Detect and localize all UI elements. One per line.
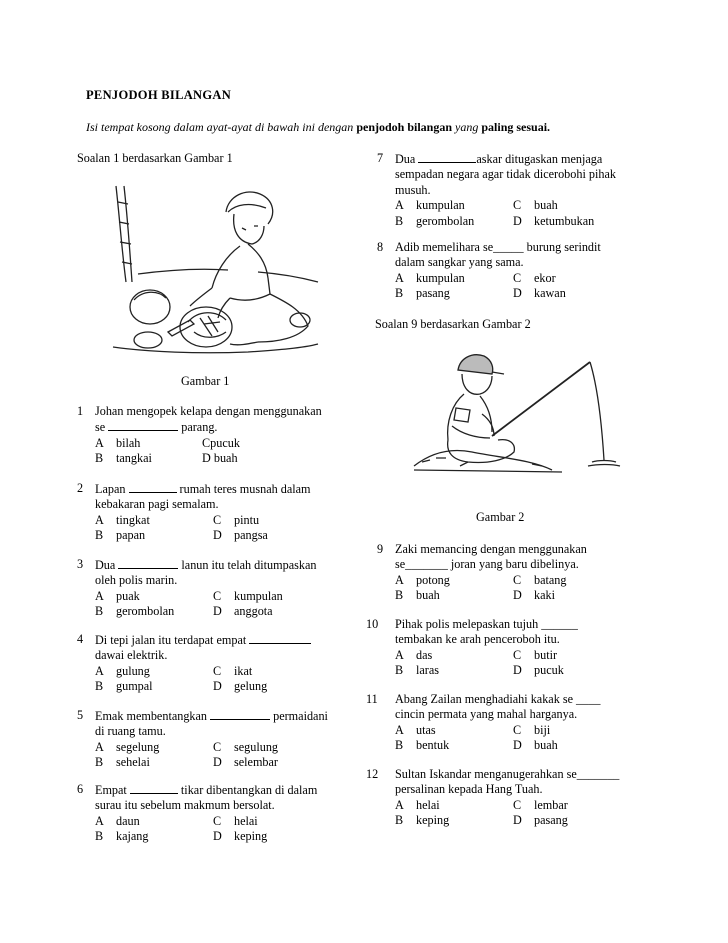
option-b: B buah (395, 588, 440, 603)
question-text: se_______ joran yang baru dibelinya. (395, 557, 579, 572)
question-text: lanun itu telah ditumpaskan (181, 558, 317, 572)
option-b: B kajang (95, 829, 149, 844)
question-text: rumah teres musnah dalam (179, 482, 311, 496)
option-d: D keping (213, 829, 268, 844)
option-a: A potong (395, 572, 450, 587)
question-number: 12 (366, 767, 379, 781)
question-text: askar ditugaskan menjaga (476, 152, 603, 166)
option-d: D kawan (513, 286, 566, 301)
question-text: parang. (181, 420, 218, 435)
instruction (86, 120, 550, 135)
question-text: Dua (395, 152, 416, 166)
option-c: C helai (213, 813, 258, 828)
option-b: B gerombolan (395, 213, 475, 228)
option-b: B pasang (395, 286, 450, 301)
option-a: A bilah (95, 435, 141, 450)
option-d: D buah (513, 738, 558, 753)
question-number: 1 (77, 404, 84, 418)
question-12 (366, 767, 663, 829)
question-5 (77, 708, 357, 770)
option-d: D gelung (213, 679, 268, 694)
answer-blank[interactable] (210, 708, 270, 720)
answer-blank[interactable] (108, 419, 178, 431)
question-text: sempadan negara agar tidak dicerobohi pihak (395, 167, 616, 182)
question-text: permaidani (273, 709, 328, 723)
question-8 (373, 240, 663, 302)
answer-blank[interactable] (118, 557, 178, 569)
option-c: Cpucuk (202, 435, 240, 450)
question-text: kebakaran pagi semalam. (95, 497, 219, 512)
question-text: dalam sangkar yang sama. (395, 255, 524, 270)
option-c: C buah (513, 198, 558, 213)
option-d: D anggota (213, 604, 273, 619)
question-text: cincin permata yang mahal harganya. (395, 707, 578, 722)
option-d: D ketumbukan (513, 213, 595, 228)
boy-opening-coconut-illustration (108, 182, 323, 362)
question-11 (366, 692, 663, 754)
option-d: D pangsa (213, 528, 268, 543)
question-text: di ruang tamu. (95, 724, 166, 739)
question-number: 6 (77, 782, 84, 796)
option-b: B gerombolan (95, 604, 175, 619)
option-a: A tingkat (95, 512, 150, 527)
question-6 (77, 782, 357, 844)
question-number: 11 (366, 692, 378, 706)
option-c: C batang (513, 572, 567, 587)
question-1 (77, 404, 357, 466)
question-number: 5 (77, 708, 84, 722)
option-a: A kumpulan (395, 270, 465, 285)
instruction-emphasis: penjodoh bilangan (356, 120, 453, 134)
option-a: A gulung (95, 663, 150, 678)
question-text: Johan mengopek kelapa dengan menggunakan (95, 404, 322, 418)
option-b: B sehelai (95, 755, 150, 770)
option-a: A daun (95, 813, 140, 828)
question-text: tembakan ke arah penceroboh itu. (395, 632, 560, 647)
page-title: PENJODOH BILANGAN (86, 88, 232, 102)
option-c: C ekor (513, 270, 556, 285)
question-number: 3 (77, 557, 84, 571)
instruction-text: Isi tempat kosong dalam ayat-ayat di bawah ini dengan (86, 120, 357, 134)
answer-blank[interactable] (130, 782, 178, 794)
option-d: D kaki (513, 588, 555, 603)
question-text: Dua (95, 558, 116, 572)
option-b: B laras (395, 663, 440, 678)
option-c: C pintu (213, 512, 260, 527)
question-7 (373, 151, 663, 229)
question-text: dawai elektrik. (95, 648, 168, 663)
question-number: 2 (77, 481, 84, 495)
question-number: 10 (366, 617, 379, 631)
option-c: C biji (513, 722, 551, 737)
section-label-gambar-1: Soalan 1 berdasarkan Gambar 1 (77, 151, 233, 165)
answer-blank[interactable] (129, 481, 177, 493)
question-text: Adib memelihara se_____ burung serindit (395, 240, 601, 254)
question-text: se (95, 420, 106, 435)
boy-fishing-illustration (412, 348, 630, 478)
question-text: Zaki memancing dengan menggunakan (395, 542, 587, 556)
option-a: A helai (395, 797, 440, 812)
figure-caption-gambar-2: Gambar 2 (476, 510, 525, 524)
question-text: Di tepi jalan itu terdapat empat (95, 633, 247, 647)
instruction-emphasis-2: paling sesuai. (481, 120, 551, 134)
option-d: D selembar (213, 755, 278, 770)
option-c: C butir (513, 647, 558, 662)
option-a: A segelung (95, 739, 160, 754)
option-c: C kumpulan (213, 588, 283, 603)
question-text: Pihak polis melepaskan tujuh ______ (395, 617, 578, 631)
question-number: 9 (377, 542, 384, 556)
question-3 (77, 557, 357, 619)
option-d: D buah (202, 451, 238, 466)
option-b: B bentuk (395, 738, 450, 753)
question-text: Lapan (95, 482, 126, 496)
question-text: persalinan kepada Hang Tuah. (395, 782, 543, 797)
option-b: B gumpal (95, 679, 153, 694)
question-number: 7 (377, 151, 384, 165)
question-text: Empat (95, 783, 127, 797)
option-b: B tangkai (95, 451, 152, 466)
question-text: tikar dibentangkan di dalam (180, 783, 318, 797)
question-text: Sultan Iskandar menganugerahkan se_______ (395, 767, 620, 781)
question-10 (366, 617, 663, 679)
question-text: Abang Zailan menghadiahi kakak se ____ (395, 692, 601, 706)
option-c: C segulung (213, 739, 279, 754)
option-b: B papan (95, 528, 146, 543)
question-2 (77, 481, 357, 543)
option-b: B keping (395, 813, 450, 828)
answer-blank[interactable] (418, 151, 476, 163)
figure-caption-gambar-1: Gambar 1 (181, 374, 230, 388)
question-text: Emak membentangkan (95, 709, 208, 723)
question-text: musuh. (395, 182, 431, 197)
option-d: D pasang (513, 813, 568, 828)
option-c: C ikat (213, 663, 253, 678)
question-number: 4 (77, 632, 84, 646)
option-c: C lembar (513, 797, 568, 812)
question-text: surau itu sebelum makmum bersolat. (95, 798, 275, 813)
question-9 (373, 542, 663, 604)
instruction-text-2: yang (452, 120, 482, 134)
question-4 (77, 632, 357, 694)
option-d: D pucuk (513, 663, 564, 678)
section-label-gambar-2: Soalan 9 berdasarkan Gambar 2 (375, 317, 531, 331)
option-a: A das (395, 647, 433, 662)
question-number: 8 (377, 240, 384, 254)
option-a: A utas (395, 722, 436, 737)
answer-blank[interactable] (249, 632, 311, 644)
option-a: A kumpulan (395, 198, 465, 213)
option-a: A puak (95, 588, 140, 603)
question-text: oleh polis marin. (95, 573, 178, 588)
